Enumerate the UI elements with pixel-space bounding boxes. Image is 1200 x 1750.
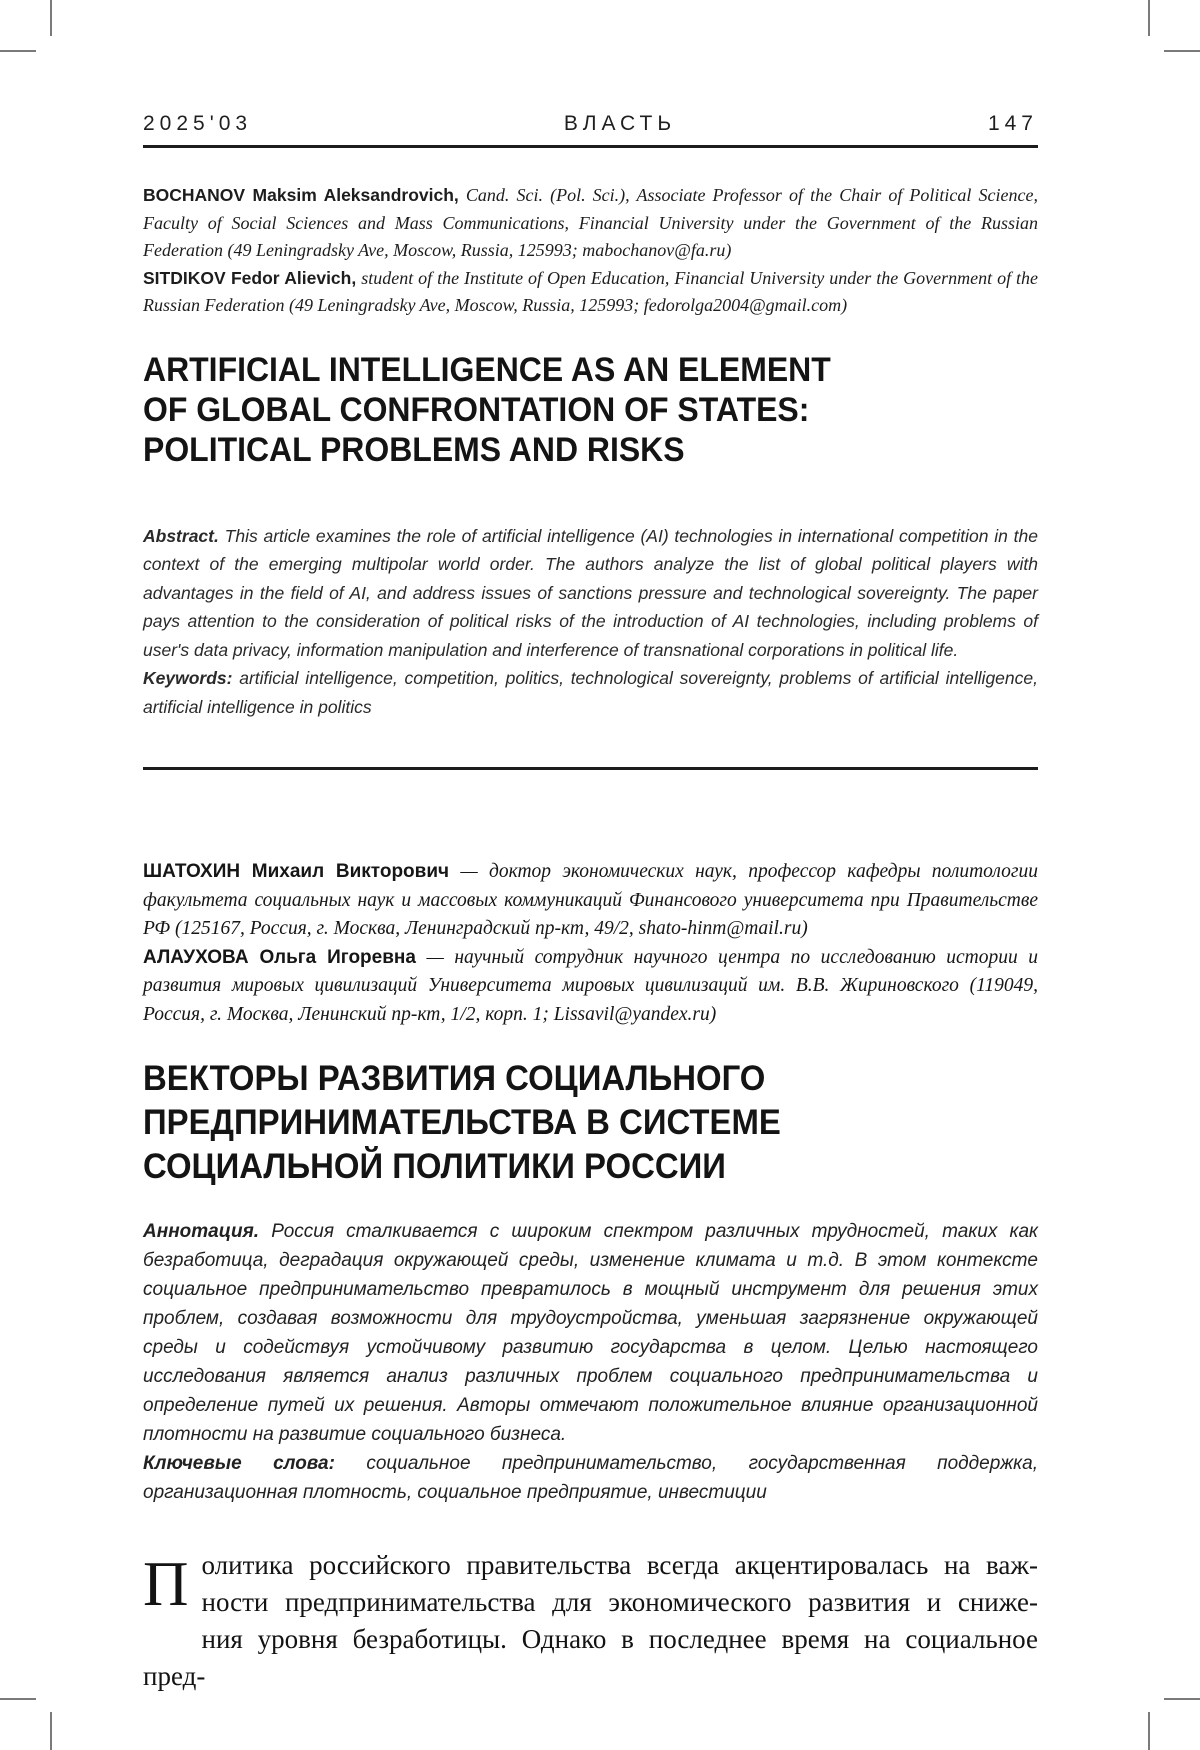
title-line: СОЦИАЛЬНОЙ ПОЛИТИКИ РОССИИ [143, 1147, 726, 1186]
section-divider [143, 767, 1038, 770]
abstract-text: This article examines the role of artificial intelligence (AI) technologies in international competition in the context of the emerging multipolar world order. The authors analyze the list of global political players with advantages in the field of AI, and address issues of sanctions pressure and technological sovereignty. The paper pays attention to the consideration of political risks of the introduction of AI technologies, including problems of user's data privacy, information manipulation and interference of transnational corporations in political life. [143, 525, 1038, 660]
title-line: ВЕКТОРЫ РАЗВИТИЯ СОЦИАЛЬНОГО [143, 1059, 766, 1098]
body-line: ности предпринимательства для экономического развития и сниже- [201, 1587, 1038, 1617]
authors-block-ru [143, 858, 1038, 1029]
author-name: BOCHANOV Maksim Aleksandrovich, [143, 185, 459, 205]
abstract-label: Abstract. [143, 525, 219, 546]
crop-mark-top-right-horizontal [1164, 50, 1200, 52]
author-entry [143, 944, 1038, 1030]
crop-mark-bottom-left-horizontal [0, 1698, 36, 1700]
body-line: олитика российского правительства всегда акцентировалась на важ- [201, 1550, 1038, 1580]
author-affiliation: — научный сотрудник научного центра по исследованию истории и развития мировых цивилизаций Университета мировых цивилизаций им. В.В. Жириновского (119049, Россия, г. Москва, Ленинский пр-кт, 1/2, корп. 1; Lissavil@yandex.ru) [143, 946, 1039, 1025]
keywords-paragraph [143, 1449, 1038, 1507]
drop-cap: П [143, 1549, 189, 1619]
annotation-label: Аннотация. [143, 1221, 260, 1242]
title-line: POLITICAL PROBLEMS AND RISKS [143, 430, 685, 469]
keywords-text: социальное предпринимательство, государственная поддержка, организационная плотность, социальное предприятие, инвестиции [143, 1453, 1038, 1503]
abstract-block-ru [143, 1217, 1038, 1507]
author-entry [143, 265, 1038, 320]
author-name: АЛАУХОВА Ольга Игоревна [143, 946, 416, 968]
abstract-block-en [143, 522, 1038, 722]
keywords-text: artificial intelligence, competition, politics, technological sovereignty, problems of artificial intelligence, artificial intelligence in politics [143, 668, 1038, 717]
body-line: ния уровня безработицы. Однако в последнее время на социальное пред- [143, 1624, 1038, 1691]
author-name: ШАТОХИН Михаил Викторович [143, 861, 450, 882]
article-title-en [143, 350, 1038, 470]
title-line: ПРЕДПРИНИМАТЕЛЬСТВА В СИСТЕМЕ [143, 1103, 781, 1142]
author-affiliation: Cand. Sci. (Pol. Sci.), Associate Professor of the Chair of Political Science, Faculty of Social Sciences and Mass Communications, Financial University under the Government of the Russian Federation (49 Leningradsky Ave, Moscow, Russia, 125993; mabochanov@fa.ru) [143, 185, 1038, 260]
journal-page-number: 147 [987, 112, 1038, 135]
crop-mark-bottom-right-vertical [1148, 1712, 1150, 1750]
author-affiliation: student of the Institute of Open Education, Financial University under the Government of the Russian Federation (49 Leningradsky Ave, Moscow, Russia, 125993; fedorolga2004@gmail.com) [143, 267, 1039, 315]
crop-mark-top-left-vertical [50, 0, 52, 36]
journal-issue: 2025'03 [143, 112, 253, 135]
title-line: ARTIFICIAL INTELLIGENCE AS AN ELEMENT [143, 350, 831, 389]
annotation-paragraph [143, 1217, 1038, 1449]
page-content [143, 112, 1038, 1695]
article-title-ru [143, 1057, 1038, 1189]
crop-mark-bottom-left-vertical [50, 1712, 52, 1750]
crop-mark-bottom-right-horizontal [1164, 1698, 1200, 1700]
author-entry [143, 858, 1038, 944]
body-paragraph [143, 1547, 1038, 1695]
keywords-paragraph [143, 664, 1038, 721]
keywords-label: Keywords: [143, 668, 233, 688]
annotation-text: Россия сталкивается с широким спектром различных трудностей, таких как безработица, деградация окружающей среды, изменение климата и т.д. В этом контексте социальное предпринимательство превратилось в мощный инструмент для решения этих проблем, создавая возможности для трудоустройства, уменьшая загрязнение окружающей среды и содействуя устойчивому развитию государства в целом. Целью настоящего исследования является анализ различных проблем социального предпринимательства и определение путей их решения. Авторы отмечают положительное влияние организационной плотности на развитие социального бизнеса. [143, 1221, 1038, 1445]
author-name: SITDIKOV Fedor Alievich, [143, 267, 357, 288]
abstract-paragraph [143, 522, 1038, 665]
keywords-label: Ключевые слова: [143, 1453, 335, 1474]
author-entry [143, 182, 1038, 265]
authors-block-en [143, 182, 1038, 320]
crop-mark-top-right-vertical [1148, 0, 1150, 36]
journal-title: ВЛАСТЬ [563, 112, 677, 135]
running-head [143, 112, 1038, 148]
title-line: OF GLOBAL CONFRONTATION OF STATES: [143, 390, 810, 429]
author-affiliation: — доктор экономических наук, профессор кафедры политологии факультета социальных наук и массовых коммуникаций Финансового университета при Правительстве РФ (125167, Россия, г. Москва, Ленинградский пр-кт, 49/2, shato-hinm@mail.ru) [143, 861, 1039, 939]
crop-mark-top-left-horizontal [0, 50, 36, 52]
